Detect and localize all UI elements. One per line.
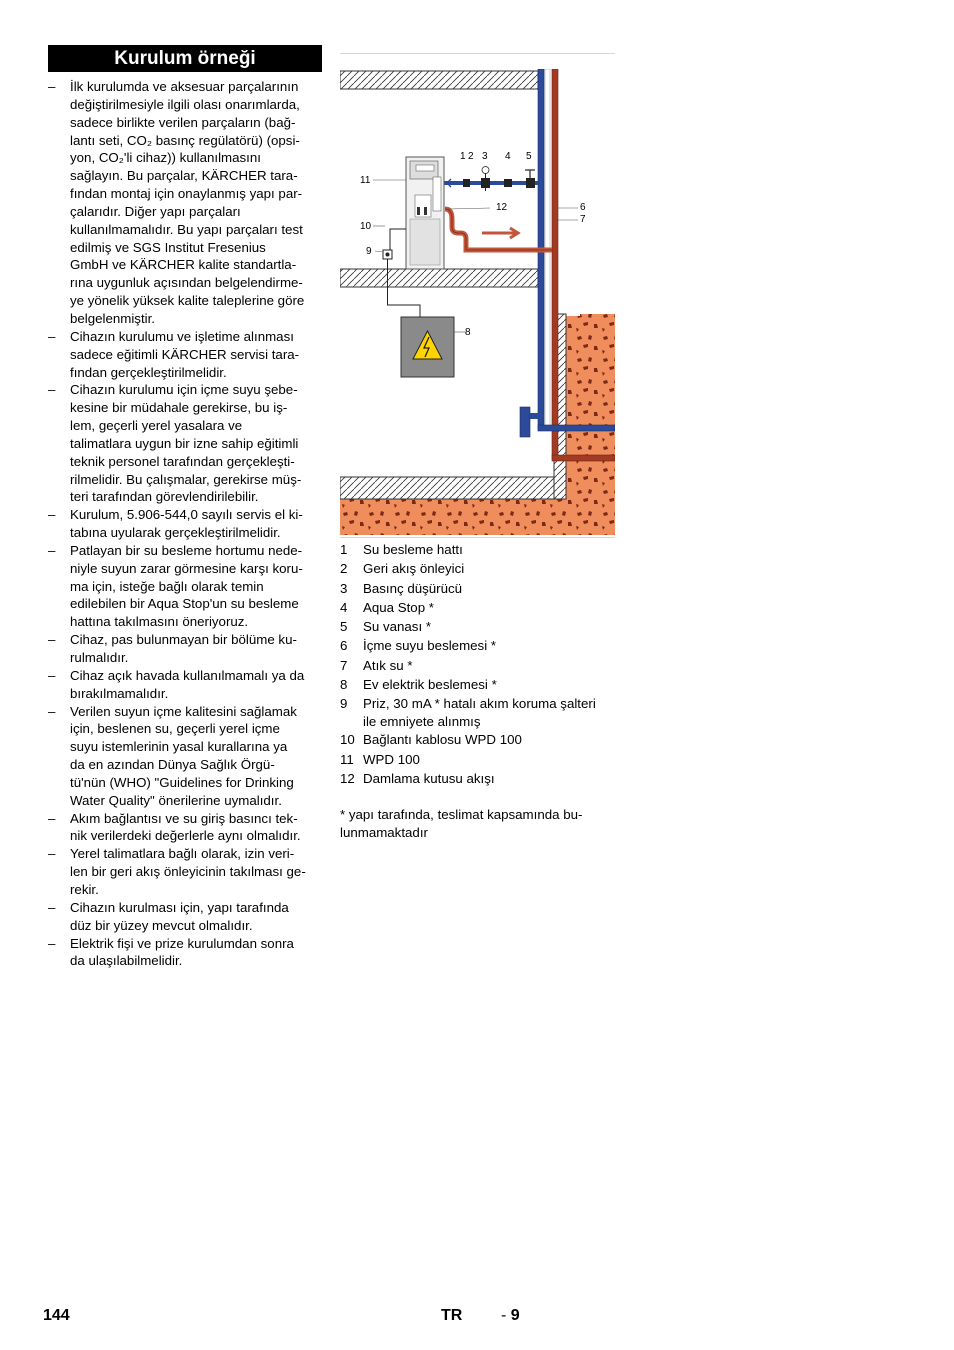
bullet-dash: – xyxy=(48,899,56,915)
instruction-line: sağlayın. Bu parçalar, KÄRCHER tara- xyxy=(70,168,298,184)
instruction-line: belgelenmiştir. xyxy=(70,310,155,326)
instruction-line: edilebilen bir Aqua Stop'un su besleme xyxy=(70,596,299,612)
legend-text: WPD 100 xyxy=(363,751,420,767)
callout-3: 3 xyxy=(482,151,488,162)
instruction-line: Patlayan bir su besleme hortumu nede- xyxy=(70,542,303,558)
legend-number: 11 xyxy=(340,751,354,767)
ceiling-slab xyxy=(340,71,538,89)
instruction-line: teknik personel tarafından gerçekleşti- xyxy=(70,453,295,469)
instruction-item xyxy=(48,542,322,631)
legend-item xyxy=(340,559,615,578)
supply-branch xyxy=(444,181,538,185)
legend-text: Su besleme hattı xyxy=(363,542,463,557)
instruction-line: Water Quality" önerilerine uymalıdır. xyxy=(70,792,282,808)
legend-number: 2 xyxy=(340,561,348,577)
callout-1: 1 xyxy=(460,151,466,162)
instruction-line: Cihazın kurulması için, yapı tarafında xyxy=(70,899,289,915)
instruction-item xyxy=(48,845,322,899)
legend-number: 10 xyxy=(340,732,355,748)
instruction-item xyxy=(48,667,322,703)
legend-item xyxy=(340,617,615,636)
instruction-line: Cihaz açık havada kullanılmamalı ya da xyxy=(70,667,305,683)
instruction-item xyxy=(48,506,322,542)
outer-wall xyxy=(566,71,580,316)
legend-item xyxy=(340,730,615,749)
instruction-item xyxy=(48,899,322,935)
legend-text: Atık su * xyxy=(363,657,413,673)
bullet-dash: – xyxy=(48,632,56,648)
legend-item xyxy=(340,675,615,694)
water-meter xyxy=(520,407,530,437)
legend-number: 1 xyxy=(340,542,348,557)
legend-number: 9 xyxy=(340,696,348,712)
legend-item xyxy=(340,694,615,730)
bullet-dash: – xyxy=(48,507,56,523)
instruction-line: niyle suyun zarar görmesine karşı koru- xyxy=(70,560,303,576)
instruction-item xyxy=(48,703,322,810)
instruction-line: rına uygunluk açısından belgelendirme- xyxy=(70,275,303,291)
instruction-line: len bir geri akış önleyicinin takılması ge- xyxy=(70,864,306,880)
instruction-line: rekir. xyxy=(70,881,99,897)
instruction-line: da ulaşılabilmelidir. xyxy=(70,953,183,969)
basement-floor xyxy=(340,477,566,499)
instruction-line: kullanılmamalıdır. Bu yapı parçaları test xyxy=(70,221,303,237)
instruction-line: Cihaz, pas bulunmayan bir bölüme ku- xyxy=(70,632,297,648)
instruction-line: Verilen suyun içme kalitesini sağlamak xyxy=(70,703,297,719)
footnote xyxy=(340,806,615,842)
bullet-dash: – xyxy=(48,667,56,683)
instruction-line: Cihazın kurulumu ve işletime alınması xyxy=(70,328,294,344)
soil-side xyxy=(566,314,615,535)
instruction-line: için, beslenen su, geçerli yerel içme xyxy=(70,721,280,737)
drip-tray-drain-hose xyxy=(445,209,552,250)
installation-figure xyxy=(340,53,615,538)
legend-text: İçme suyu beslemesi * xyxy=(363,638,497,654)
legend-text: Su vanası * xyxy=(363,619,432,635)
instruction-item xyxy=(48,935,322,971)
instructions-list xyxy=(48,78,322,970)
instruction-line: edilmiş ve SGS Institut Fresenius xyxy=(70,239,266,255)
bullet-dash: – xyxy=(48,703,56,719)
instruction-line: Elektrik fişi ve prize kurulumdan sonra xyxy=(70,935,294,951)
bullet-dash: – xyxy=(48,810,56,826)
instruction-line: da en azından Dünya Sağlık Örgü- xyxy=(70,757,275,773)
installation-diagram xyxy=(340,69,615,535)
legend-text: Damlama kutusu akışı xyxy=(363,770,495,786)
instruction-item xyxy=(48,78,322,328)
floor-slab xyxy=(340,269,538,287)
legend-number: 12 xyxy=(340,770,355,786)
legend-number: 3 xyxy=(340,580,348,596)
instruction-line: Akım bağlantısı ve su giriş basıncı tek- xyxy=(70,810,298,826)
instruction-line: çalarıdır. Diğer yapı parçaları xyxy=(70,203,241,219)
section-title: Kurulum örneği xyxy=(48,45,322,72)
instruction-line: bırakılmamalıdır. xyxy=(70,685,169,701)
legend-text: Geri akış önleyici xyxy=(363,561,465,577)
instruction-line: İlk kurulumda ve aksesuar parçalarının xyxy=(70,79,299,94)
legend-text: Aqua Stop * xyxy=(363,599,434,615)
legend-number: 5 xyxy=(340,619,348,635)
legend-text: Basınç düşürücü xyxy=(363,580,463,596)
instruction-line: nik verilerdeki değerlerle aynı olmalıdır. xyxy=(70,828,301,844)
bullet-dash: – xyxy=(48,542,56,558)
callout-5: 5 xyxy=(526,151,532,162)
legend-item xyxy=(340,769,615,788)
instruction-item xyxy=(48,810,322,846)
callout-11: 11 xyxy=(360,175,371,186)
instruction-line: rulmalıdır. xyxy=(70,650,129,665)
callout-10: 10 xyxy=(360,221,372,232)
instruction-line: talimatlara uygun bir izne sahip eğitimli xyxy=(70,435,299,451)
water-supply-inlet xyxy=(538,425,615,431)
instruction-line: yon, CO₂'li cihaz)) kullanılmasını xyxy=(70,150,261,166)
legend-item xyxy=(340,636,615,655)
legend-item xyxy=(340,579,615,598)
footnote-line: lunmamaktadır xyxy=(340,824,428,840)
footnote-line: * yapı tarafında, teslimat kapsamında bu- xyxy=(340,807,583,822)
callout-2: 2 xyxy=(468,151,474,162)
instruction-line: teri tarafından görevlendirilebilir. xyxy=(70,489,259,505)
legend-item xyxy=(340,540,615,559)
instruction-line: rilmelidir. Bu çalışmalar, gerekirse müş- xyxy=(70,471,302,487)
bullet-dash: – xyxy=(48,79,56,94)
sub-page-number xyxy=(501,1307,520,1325)
instruction-line: kesine bir müdahale gerekirse, bu iş- xyxy=(70,400,288,416)
callout-12: 12 xyxy=(496,202,508,213)
instruction-line: Cihazın kurulumu için içme suyu şebe- xyxy=(70,382,298,398)
bullet-dash: – xyxy=(48,328,56,344)
legend-number: 7 xyxy=(340,657,348,673)
footer-dash: - xyxy=(501,1307,507,1324)
legend-number: 8 xyxy=(340,677,348,693)
callout-6: 6 xyxy=(580,202,586,213)
instruction-line: hattına takılmasını öneriyoruz. xyxy=(70,614,249,630)
legend-number: 4 xyxy=(340,599,348,615)
bullet-dash: – xyxy=(48,382,56,398)
legend-item xyxy=(340,750,615,769)
instruction-line: GmbH ve KÄRCHER kalite standartla- xyxy=(70,257,297,273)
instruction-line: fından gerçekleştirilmelidir. xyxy=(70,364,227,380)
instruction-item xyxy=(48,381,322,506)
callout-9: 9 xyxy=(366,246,372,257)
waste-water-pipe xyxy=(552,69,558,459)
instruction-line: fından montaj için onaylanmış yapı par- xyxy=(70,186,303,202)
instruction-line: Kurulum, 5.906-544,0 sayılı servis el ki- xyxy=(70,507,303,523)
footer-sub-page: 9 xyxy=(510,1307,520,1324)
instruction-line: tü'nün (WHO) "Guidelines for Drinking xyxy=(70,774,294,790)
page-number: 144 xyxy=(43,1307,70,1324)
callout-7: 7 xyxy=(580,214,586,225)
instruction-line: sadece eğitimli KÄRCHER servisi tara- xyxy=(70,346,300,362)
instruction-line: tabına uyularak gerçekleştirilmelidir. xyxy=(70,525,281,541)
instruction-line: düz bir yüzey mevcut olmalıdır. xyxy=(70,917,253,933)
callout-4: 4 xyxy=(505,151,511,162)
instruction-line: Yerel talimatlara bağlı olarak, izin veri- xyxy=(70,846,295,862)
instruction-line: sadece birlikte verilen parçaların (bağ- xyxy=(70,114,296,130)
instruction-line: lantı seti, CO₂ basınç regülatörü) (opsi- xyxy=(70,132,300,148)
callout-8: 8 xyxy=(465,327,471,338)
instruction-item xyxy=(48,328,322,382)
waste-water-outlet xyxy=(552,455,615,461)
language-code: TR xyxy=(441,1307,463,1324)
instruction-line: ma için, isteğe bağlı olarak temin xyxy=(70,578,264,594)
legend-item xyxy=(340,656,615,675)
bullet-dash: – xyxy=(48,846,56,862)
instruction-line: ye yönelik yüksek kalite taleplerine göre xyxy=(70,293,305,309)
legend-text: Priz, 30 mA * hatalı akım koruma şalteri ile emniyete alınmış xyxy=(363,696,596,729)
instruction-line: değiştirilmesiyle ilgili olası onarımlarda, xyxy=(70,96,300,112)
instructions-column xyxy=(48,78,322,970)
legend-text: Ev elektrik beslemesi * xyxy=(363,677,497,693)
legend-item xyxy=(340,598,615,617)
figure-legend xyxy=(340,540,615,788)
instruction-line: lem, geçerli yerel yasalara ve xyxy=(70,418,243,434)
instruction-line: suyu istemlerinin yasal kurallarına ya xyxy=(70,739,288,755)
instruction-item xyxy=(48,631,322,667)
bullet-dash: – xyxy=(48,935,56,951)
legend-number: 6 xyxy=(340,638,348,654)
legend-text: Bağlantı kablosu WPD 100 xyxy=(363,732,522,748)
